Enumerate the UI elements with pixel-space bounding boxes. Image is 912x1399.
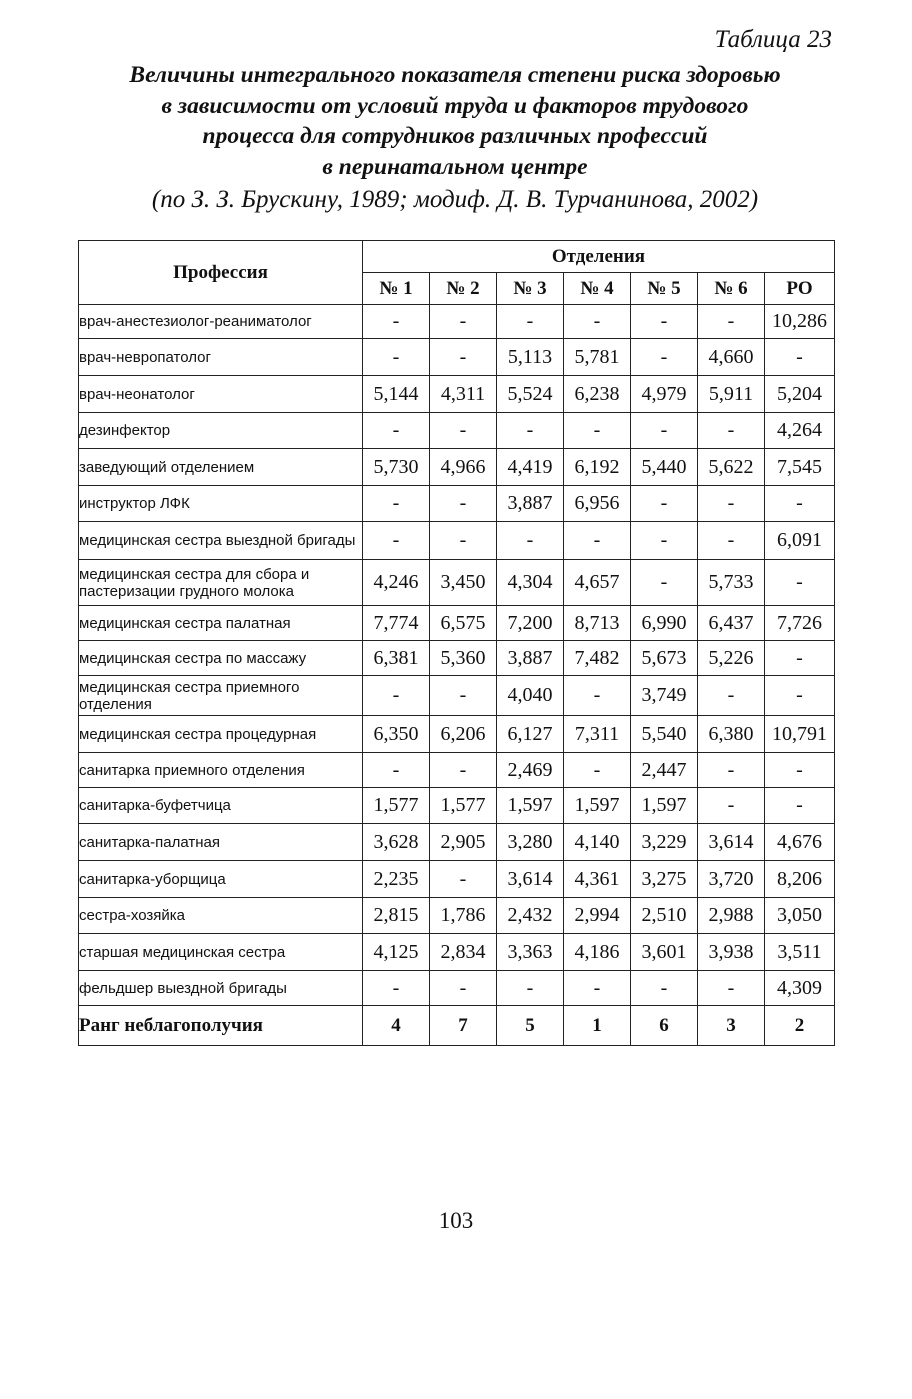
value-cell: -	[698, 788, 765, 824]
value-cell: 3,887	[497, 641, 564, 676]
value-cell: 4,966	[430, 449, 497, 486]
profession-cell: врач-неонатолог	[79, 376, 363, 413]
value-cell: -	[564, 522, 631, 560]
profession-cell: санитарка-палатная	[79, 824, 363, 861]
value-cell: 5,524	[497, 376, 564, 413]
value-cell: 7,200	[497, 606, 564, 641]
value-cell: 4,140	[564, 824, 631, 861]
value-cell: -	[430, 413, 497, 449]
value-cell: -	[631, 486, 698, 522]
column-header: № 2	[430, 273, 497, 305]
value-cell: 5,113	[497, 339, 564, 376]
profession-cell: старшая медицинская сестра	[79, 934, 363, 971]
value-cell: 3,601	[631, 934, 698, 971]
profession-cell: сестра-хозяйка	[79, 898, 363, 934]
value-cell: -	[497, 971, 564, 1006]
value-cell: 6,990	[631, 606, 698, 641]
value-cell: -	[564, 305, 631, 339]
value-cell: 6,437	[698, 606, 765, 641]
value-cell: 5,440	[631, 449, 698, 486]
value-cell: -	[363, 339, 430, 376]
table-label: Таблица 23	[714, 26, 832, 53]
value-cell: -	[698, 971, 765, 1006]
value-cell: 4,979	[631, 376, 698, 413]
table-row	[79, 486, 835, 522]
profession-cell: врач-анестезиолог-реаниматолог	[79, 305, 363, 339]
value-cell: 4,657	[564, 560, 631, 606]
value-cell: 6,575	[430, 606, 497, 641]
rank-value: 1	[564, 1006, 631, 1046]
table-row	[79, 522, 835, 560]
value-cell: 5,144	[363, 376, 430, 413]
value-cell: 4,419	[497, 449, 564, 486]
title-line: в зависимости от условий труда и факторов трудового	[161, 92, 749, 119]
value-cell: 2,988	[698, 898, 765, 934]
profession-cell: медицинская сестра палатная	[79, 606, 363, 641]
value-cell: 6,206	[430, 716, 497, 753]
value-cell: 4,309	[765, 971, 835, 1006]
value-cell: -	[631, 305, 698, 339]
table-row	[79, 788, 835, 824]
value-cell: -	[564, 753, 631, 788]
value-cell: -	[765, 641, 835, 676]
value-cell: -	[363, 413, 430, 449]
value-cell: -	[363, 676, 430, 716]
column-header: № 5	[631, 273, 698, 305]
value-cell: -	[497, 413, 564, 449]
rank-label: Ранг неблагополучия	[79, 1006, 363, 1046]
value-cell: 8,713	[564, 606, 631, 641]
value-cell: -	[430, 486, 497, 522]
value-cell: 3,050	[765, 898, 835, 934]
value-cell: 2,235	[363, 861, 430, 898]
value-cell: 1,597	[564, 788, 631, 824]
rank-value: 2	[765, 1006, 835, 1046]
value-cell: 6,091	[765, 522, 835, 560]
value-cell: 5,733	[698, 560, 765, 606]
rank-row	[79, 1006, 835, 1046]
value-cell: 7,482	[564, 641, 631, 676]
table-row	[79, 971, 835, 1006]
table-row	[79, 606, 835, 641]
value-cell: 2,994	[564, 898, 631, 934]
value-cell: 3,450	[430, 560, 497, 606]
value-cell: 5,360	[430, 641, 497, 676]
value-cell: -	[765, 339, 835, 376]
table-row	[79, 898, 835, 934]
value-cell: -	[698, 522, 765, 560]
column-header: № 6	[698, 273, 765, 305]
value-cell: -	[765, 560, 835, 606]
profession-cell: медицинская сестра приемного отделения	[79, 676, 363, 716]
value-cell: 4,246	[363, 560, 430, 606]
value-cell: 2,834	[430, 934, 497, 971]
value-cell: 5,730	[363, 449, 430, 486]
value-cell: -	[698, 486, 765, 522]
column-header: РО	[765, 273, 835, 305]
table-source: (по З. З. Брускину, 1989; модиф. Д. В. Турчанинова, 2002)	[151, 186, 759, 213]
table-row	[79, 861, 835, 898]
table-row	[79, 934, 835, 971]
value-cell: -	[497, 522, 564, 560]
value-cell: 5,622	[698, 449, 765, 486]
profession-cell: медицинская сестра процедурная	[79, 716, 363, 753]
value-cell: -	[363, 486, 430, 522]
value-cell: 5,226	[698, 641, 765, 676]
column-header: № 4	[564, 273, 631, 305]
value-cell: 4,040	[497, 676, 564, 716]
value-cell: 2,432	[497, 898, 564, 934]
table-row	[79, 676, 835, 716]
value-cell: -	[631, 971, 698, 1006]
value-cell: 6,956	[564, 486, 631, 522]
value-cell: 5,540	[631, 716, 698, 753]
value-cell: -	[765, 486, 835, 522]
value-cell: 3,938	[698, 934, 765, 971]
value-cell: 7,726	[765, 606, 835, 641]
value-cell: 5,911	[698, 376, 765, 413]
value-cell: 6,192	[564, 449, 631, 486]
value-cell: 6,238	[564, 376, 631, 413]
value-cell: -	[363, 753, 430, 788]
profession-cell: дезинфектор	[79, 413, 363, 449]
value-cell: 10,791	[765, 716, 835, 753]
table-row	[79, 560, 835, 606]
value-cell: 4,264	[765, 413, 835, 449]
profession-cell: медицинская сестра по массажу	[79, 641, 363, 676]
value-cell: 4,311	[430, 376, 497, 413]
value-cell: 4,125	[363, 934, 430, 971]
value-cell: 2,905	[430, 824, 497, 861]
value-cell: -	[698, 676, 765, 716]
value-cell: -	[564, 676, 631, 716]
value-cell: -	[497, 305, 564, 339]
value-cell: 1,577	[430, 788, 497, 824]
table-row	[79, 339, 835, 376]
table-row	[79, 824, 835, 861]
value-cell: 5,673	[631, 641, 698, 676]
rank-value: 6	[631, 1006, 698, 1046]
value-cell: -	[430, 753, 497, 788]
value-cell: -	[363, 305, 430, 339]
value-cell: 2,510	[631, 898, 698, 934]
value-cell: -	[698, 753, 765, 788]
value-cell: 3,749	[631, 676, 698, 716]
column-header: № 3	[497, 273, 564, 305]
profession-cell: инструктор ЛФК	[79, 486, 363, 522]
value-cell: -	[430, 522, 497, 560]
value-cell: -	[765, 676, 835, 716]
table-row	[79, 753, 835, 788]
value-cell: 3,614	[698, 824, 765, 861]
value-cell: -	[564, 413, 631, 449]
value-cell: -	[430, 861, 497, 898]
value-cell: -	[698, 413, 765, 449]
value-cell: -	[430, 339, 497, 376]
value-cell: -	[430, 971, 497, 1006]
value-cell: 7,311	[564, 716, 631, 753]
title-line: Величины интегрального показателя степени риска здоровью	[129, 62, 781, 88]
value-cell: 4,676	[765, 824, 835, 861]
value-cell: -	[631, 339, 698, 376]
value-cell: 3,511	[765, 934, 835, 971]
value-cell: -	[631, 560, 698, 606]
profession-cell: медицинская сестра для сбора и пастеризации грудного молока	[79, 560, 363, 606]
value-cell: 4,304	[497, 560, 564, 606]
value-cell: -	[765, 753, 835, 788]
table-row	[79, 413, 835, 449]
table-row	[79, 641, 835, 676]
value-cell: 4,186	[564, 934, 631, 971]
value-cell: 5,781	[564, 339, 631, 376]
profession-cell: медицинская сестра выездной бригады	[79, 522, 363, 560]
value-cell: 8,206	[765, 861, 835, 898]
value-cell: 4,660	[698, 339, 765, 376]
value-cell: 3,628	[363, 824, 430, 861]
profession-cell: фельдшер выездной бригады	[79, 971, 363, 1006]
table-row	[79, 449, 835, 486]
value-cell: 1,577	[363, 788, 430, 824]
title-line: в перинатальном центре	[322, 153, 588, 180]
value-cell: 6,350	[363, 716, 430, 753]
value-cell: 1,597	[631, 788, 698, 824]
value-cell: 7,545	[765, 449, 835, 486]
profession-cell: заведующий отделением	[79, 449, 363, 486]
title-line: процесса для сотрудников различных профессий	[202, 123, 708, 149]
value-cell: -	[631, 522, 698, 560]
column-header: № 1	[363, 273, 430, 305]
value-cell: -	[631, 413, 698, 449]
profession-cell: врач-невропатолог	[79, 339, 363, 376]
table-row	[79, 716, 835, 753]
profession-cell: санитарка приемного отделения	[79, 753, 363, 788]
value-cell: -	[363, 522, 430, 560]
value-cell: 2,469	[497, 753, 564, 788]
value-cell: 3,363	[497, 934, 564, 971]
value-cell: -	[765, 788, 835, 824]
value-cell: 2,815	[363, 898, 430, 934]
value-cell: 3,275	[631, 861, 698, 898]
value-cell: -	[430, 676, 497, 716]
value-cell: 3,887	[497, 486, 564, 522]
profession-header: Профессия	[79, 241, 363, 305]
rank-value: 5	[497, 1006, 564, 1046]
value-cell: 10,286	[765, 305, 835, 339]
value-cell: -	[363, 971, 430, 1006]
value-cell: -	[430, 305, 497, 339]
value-cell: 3,280	[497, 824, 564, 861]
value-cell: 5,204	[765, 376, 835, 413]
rank-value: 3	[698, 1006, 765, 1046]
value-cell: 1,597	[497, 788, 564, 824]
rank-value: 4	[363, 1006, 430, 1046]
profession-cell: санитарка-буфетчица	[79, 788, 363, 824]
value-cell: -	[698, 305, 765, 339]
value-cell: 3,229	[631, 824, 698, 861]
table-row	[79, 376, 835, 413]
value-cell: 1,786	[430, 898, 497, 934]
departments-header: Отделения	[363, 241, 835, 273]
value-cell: -	[564, 971, 631, 1006]
profession-cell: санитарка-уборщица	[79, 861, 363, 898]
table-row	[79, 305, 835, 339]
risk-table	[78, 240, 835, 1046]
value-cell: 4,361	[564, 861, 631, 898]
page-number: 103	[438, 1208, 474, 1233]
value-cell: 3,614	[497, 861, 564, 898]
table-title	[60, 60, 850, 182]
rank-value: 7	[430, 1006, 497, 1046]
value-cell: 6,380	[698, 716, 765, 753]
value-cell: 7,774	[363, 606, 430, 641]
value-cell: 6,381	[363, 641, 430, 676]
value-cell: 6,127	[497, 716, 564, 753]
value-cell: 2,447	[631, 753, 698, 788]
value-cell: 3,720	[698, 861, 765, 898]
